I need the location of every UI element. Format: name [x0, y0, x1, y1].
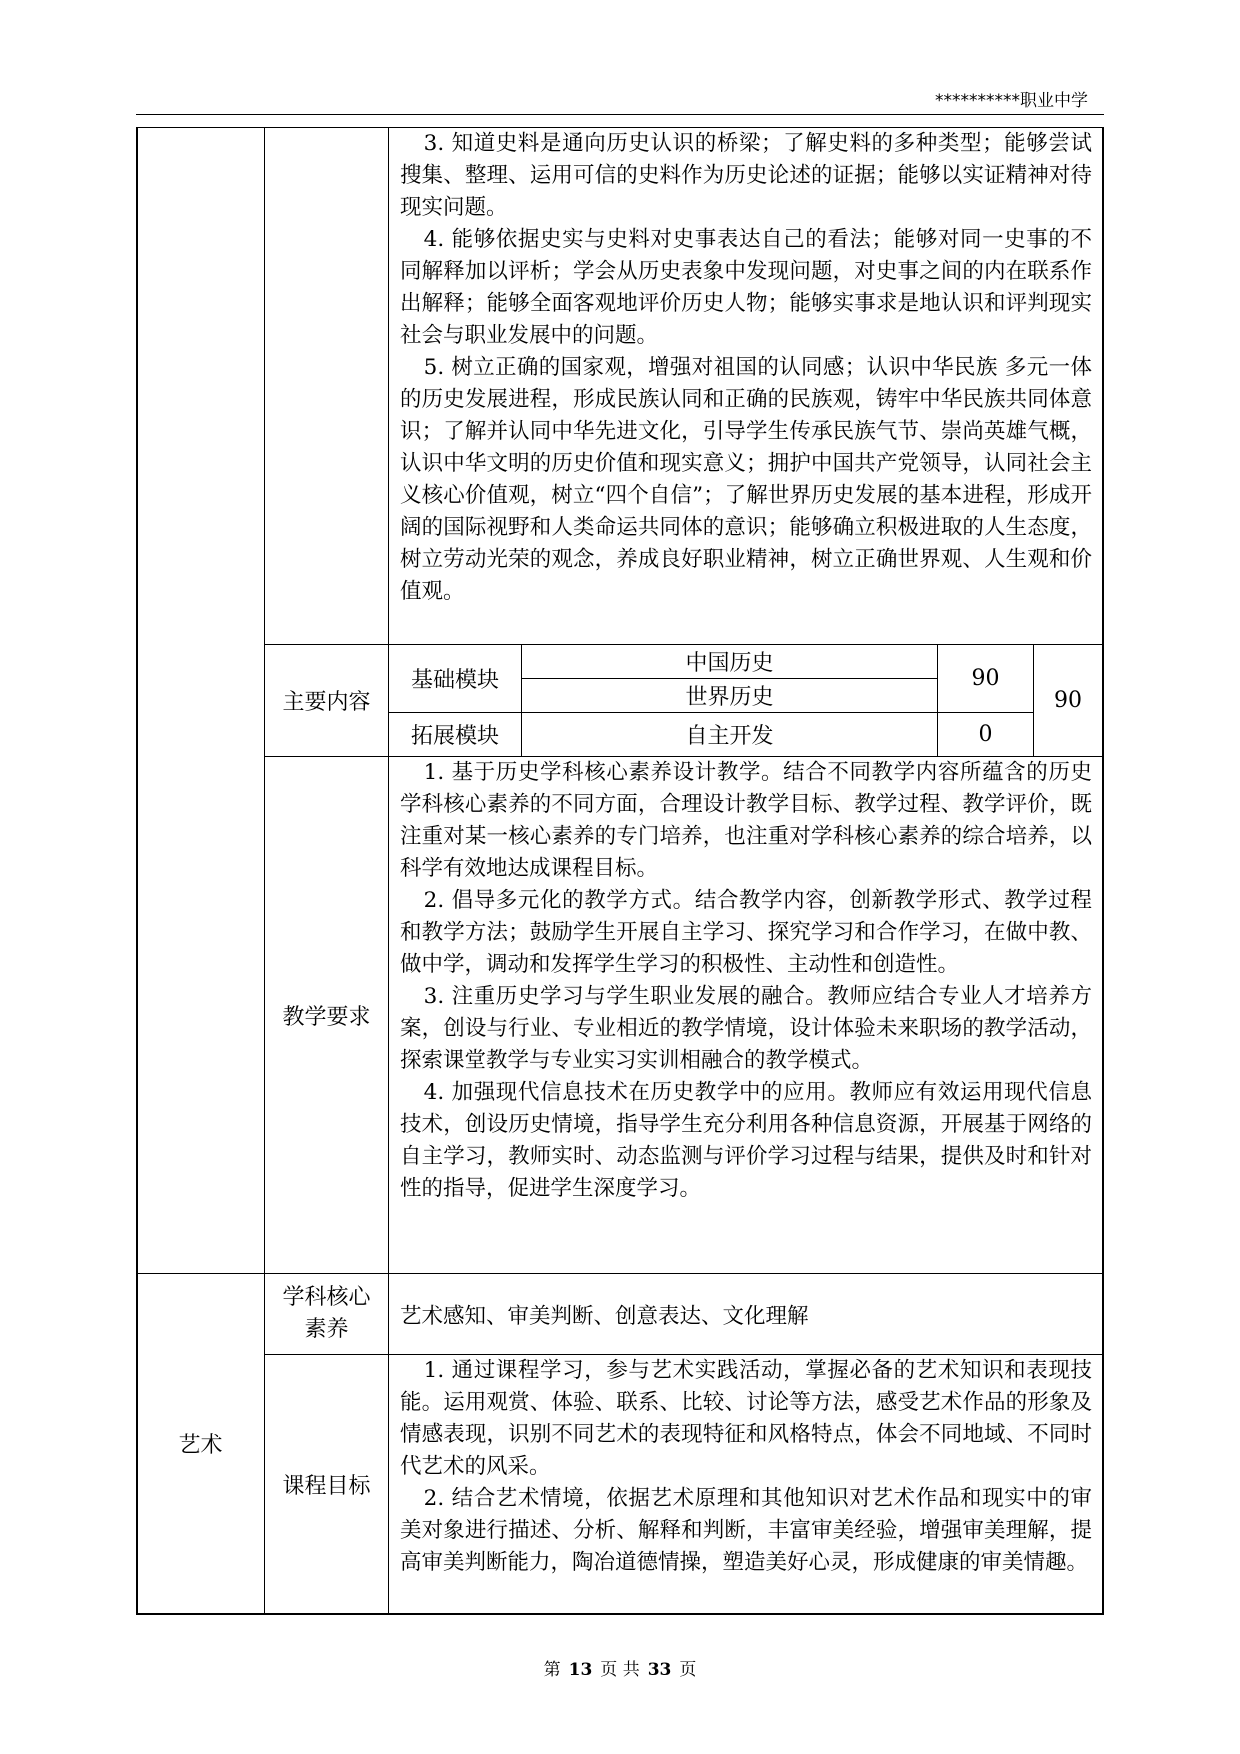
total-hours: 90 [1054, 688, 1082, 713]
page-number: 13 [568, 1660, 593, 1680]
art-goal-1: 1. 通过课程学习，参与艺术实践活动，掌握必备的艺术知识和表现技能。运用观赏、体验、联系、比较、讨论等方法，感受艺术作品的形象及情感表现，识别不同艺术的表现特征和风格特点，体会不同地域、不同时代艺术的风采。 [400, 1358, 1092, 1479]
core-literacy-label-line2: 素养 [304, 1317, 349, 1342]
history-goals-cell [400, 128, 1092, 644]
self-developed: 自主开发 [685, 724, 774, 749]
teaching-requirement-4: 4. 加强现代信息技术在历史教学中的应用。教师应有效运用现代信息技术，创设历史情境，指导学生充分利用各种信息资源，开展基于网络的自主学习，教师实时、动态监测与评价学习过程与结果，提供及时和针对性的指导，促进学生深度学习。 [400, 1080, 1092, 1201]
table-border-bottom [136, 1613, 1104, 1615]
teaching-requirement-2: 2. 倡导多元化的教学方式。结合教学内容，创新教学形式、教学过程和教学方法；鼓励学生开展自主学习、探究学习和合作学习，在做中教、做中学，调动和发挥学生学习的积极性、主动性和创造性。 [400, 888, 1092, 977]
teaching-requirement-3: 3. 注重历史学习与学生职业发展的融合。教师应结合专业人才培养方案，创设与行业、专业相近的教学情境，设计体验未来职场的教学活动，探索课堂教学与专业实习实训相融合的教学模式。 [400, 984, 1092, 1073]
basic-module-hours: 90 [971, 666, 1000, 691]
teaching-requirement-1: 1. 基于历史学科核心素养设计教学。结合不同教学内容所蕴含的历史学科核心素养的不同方面，合理设计教学目标、教学过程、教学评价，既注重对某一核心素养的专门培养，也注重对学科核心素养的综合培养，以科学有效地达成课程目标。 [400, 760, 1092, 881]
footer-middle: 页 共 [600, 1660, 640, 1680]
basic-module-label: 基础模块 [410, 668, 499, 693]
page-footer [0, 1655, 1240, 1680]
header-rule [136, 114, 1104, 115]
core-literacy-label [265, 1274, 388, 1354]
table-column-divider [388, 127, 389, 1614]
art-goals-cell [400, 1355, 1092, 1613]
core-literacy-content: 艺术感知、审美判断、创意表达、文化理解 [400, 1303, 809, 1329]
teaching-requirements-label: 教学要求 [282, 1004, 371, 1030]
course-goals-label: 课程目标 [282, 1473, 371, 1499]
teaching-requirements-cell [400, 757, 1092, 1273]
history-goal-4: 4. 能够依据史实与史料对史事表达自己的看法；能够对同一史事的不同解释加以评析；学会从历史表象中发现问题，对史事之间的内在联系作出解释；能够全面客观地评价历史人物；能够实事求是地认识和评判现实社会与职业发展中的问题。 [400, 227, 1092, 348]
art-goal-2: 2. 结合艺术情境，依据艺术原理和其他知识对艺术作品和现实中的审美对象进行描述、分析、解释和判断，丰富审美经验，增强审美理解，提高审美判断能力，陶冶道德情操，塑造美好心灵，形成健康的审美情趣。 [400, 1486, 1092, 1575]
china-history: 中国历史 [685, 651, 774, 676]
art-subject-label: 艺术 [178, 1433, 223, 1458]
extended-module-label: 拓展模块 [410, 724, 499, 749]
footer-prefix: 第 [543, 1660, 561, 1680]
main-content-label: 主要内容 [282, 690, 371, 715]
table-border-right [1102, 127, 1104, 1614]
world-history: 世界历史 [685, 685, 774, 710]
history-goal-5: 5. 树立正确的国家观，增强对祖国的认同感；认识中华民族 多元一体的历史发展进程，形成民族认同和正确的民族观，铸牢中华民族共同体意识；了解并认同中华先进文化，引导学生传承民族气节、崇尚英雄气概，认识中华文明的历史价值和现实意义；拥护中国共产党领导，认同社会主义核心价值观，树立“四个自信”；了解世界历史发展的基本进程，形成开阔的国际视野和人类命运共同体的意识；能够确立积极进取的人生态度，树立劳动光荣的观念，养成良好职业精神，树立正确世界观、人生观和价值观。 [400, 355, 1092, 604]
core-literacy-label-line1: 学科核心 [282, 1285, 371, 1310]
school-header: **********职业中学 [935, 91, 1088, 111]
total-pages: 33 [647, 1660, 672, 1680]
history-goal-3: 3. 知道史料是通向历史认识的桥梁；了解史料的多种类型；能够尝试搜集、整理、运用可信的史料作为历史论述的证据；能够以实证精神对待现实问题。 [400, 131, 1092, 220]
extended-module-hours: 0 [978, 722, 993, 747]
footer-suffix: 页 [679, 1660, 697, 1680]
